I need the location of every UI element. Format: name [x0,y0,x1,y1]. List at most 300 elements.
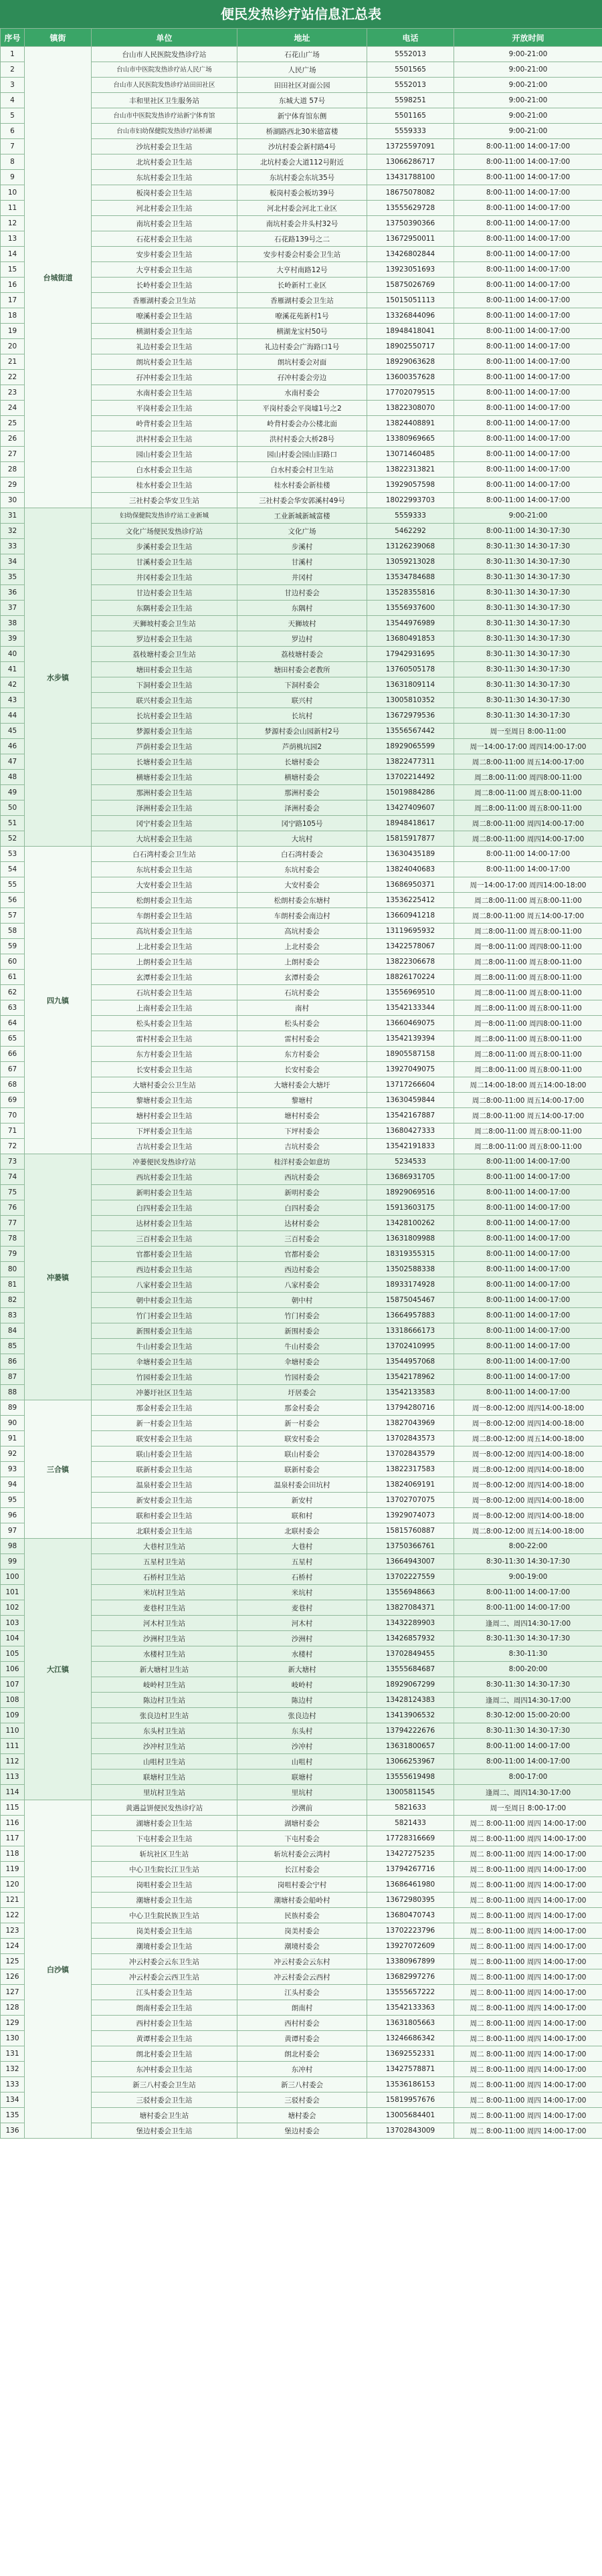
row-index: 36 [1,585,25,601]
row-index: 48 [1,770,25,785]
row-index: 82 [1,1293,25,1308]
row-hours: 8:00-11:00 14:00-17:00 [454,493,602,508]
row-unit: 新围村委会卫生站 [92,1323,237,1339]
row-phone: 18675078082 [367,185,454,201]
row-phone: 13318666173 [367,1323,454,1339]
table-row [1,47,602,62]
row-unit: 白四村委会卫生站 [92,1200,237,1216]
row-unit: 中心卫生院长江卫生站 [92,1862,237,1877]
row-unit: 冲蒌圩社区卫生站 [92,1385,237,1400]
row-unit: 达材村委会卫生站 [92,1216,237,1231]
row-phone: 13528355816 [367,585,454,601]
row-hours: 8:00-11:00 14:00-17:00 [454,1370,602,1385]
row-index: 80 [1,1262,25,1277]
row-index: 111 [1,1739,25,1754]
row-index: 71 [1,1123,25,1139]
row-phone: 13246686342 [367,2031,454,2046]
row-address: 三驳村委会 [237,2092,367,2108]
row-hours: 8:00-11:00 14:00-17:00 [454,293,602,308]
row-phone: 13534784688 [367,570,454,585]
row-address: 张良边村 [237,1708,367,1723]
row-unit: 东方村委会卫生站 [92,1047,237,1062]
row-address: 东隅村 [237,601,367,616]
row-phone: 13822313821 [367,462,454,477]
row-index: 113 [1,1769,25,1785]
row-address: 松朗村委会东塘村 [237,893,367,908]
row-phone: 18826170224 [367,970,454,985]
row-index: 115 [1,1800,25,1816]
row-phone: 15875026769 [367,278,454,293]
row-unit: 陈边村卫生站 [92,1693,237,1708]
row-index: 74 [1,1170,25,1185]
row-hours: 8:00-11:00 14:00-17:00 [454,1154,602,1170]
row-address: 上朗村委会 [237,954,367,970]
row-phone: 13760505178 [367,662,454,677]
row-address: 梦源村委会山园新村2号 [237,724,367,739]
row-index: 69 [1,1093,25,1108]
row-address: 朗坑村委会对面 [237,354,367,370]
row-address: 香雁湖村委会卫生站 [237,293,367,308]
row-unit: 甘溪村委会卫生站 [92,554,237,570]
row-unit: 石坑村委会卫生站 [92,985,237,1000]
row-phone: 13750390366 [367,216,454,231]
row-address: 下屯村委会 [237,1831,367,1846]
row-unit: 塘村委会卫生站 [92,2108,237,2123]
row-phone: 13427409607 [367,800,454,816]
row-phone: 13702227559 [367,1570,454,1585]
row-phone: 13556948663 [367,1585,454,1600]
row-address: 联安村委会 [237,1431,367,1446]
row-unit: 河木村卫生站 [92,1616,237,1631]
row-unit: 新明村委会卫生站 [92,1185,237,1200]
row-address: 塘村村委会 [237,1108,367,1123]
row-index: 57 [1,908,25,924]
row-hours: 8:30-11:30 14:30-17:30 [454,570,602,585]
row-address: 联新村委会 [237,1462,367,1477]
row-hours: 8:00-11:00 14:30-17:30 [454,524,602,539]
row-hours: 周二8:00-12:00 周五14:00-18:00 [454,1523,602,1539]
row-index: 92 [1,1446,25,1462]
row-phone: 13660941218 [367,908,454,924]
row-hours: 周一8:00-12:00 周四14:00-18:00 [454,1400,602,1416]
row-phone: 13428124383 [367,1693,454,1708]
row-index: 124 [1,1939,25,1954]
row-index: 35 [1,570,25,585]
row-phone: 15875045467 [367,1293,454,1308]
row-index: 18 [1,308,25,324]
row-phone: 5234533 [367,1154,454,1170]
town-cell: 冲蒌镇 [25,1154,92,1400]
row-unit: 水楼村卫生站 [92,1646,237,1662]
row-index: 93 [1,1462,25,1477]
row-address: 甘溪村 [237,554,367,570]
header-phone: 电话 [367,29,454,47]
row-phone: 13502588338 [367,1262,454,1277]
row-unit: 礼边村委会卫生站 [92,339,237,354]
row-phone: 18948418041 [367,324,454,339]
row-index: 123 [1,1923,25,1939]
row-index: 22 [1,370,25,385]
row-index: 130 [1,2031,25,2046]
row-hours: 8:30-11:30 14:30-17:30 [454,1677,602,1693]
row-phone: 13686950371 [367,877,454,893]
row-address: 联兴村 [237,693,367,708]
row-index: 31 [1,508,25,524]
row-hours: 周二8:00-11:00 周四8:00-11:00 [454,770,602,785]
row-index: 8 [1,154,25,170]
row-unit: 梦源村委会卫生站 [92,724,237,739]
row-address: 横湖龙宝村50号 [237,324,367,339]
row-phone: 13380967899 [367,1954,454,1969]
row-hours: 周二8:00-11:00 周五14:00-17:00 [454,1093,602,1108]
row-unit: 香雁湖村委会卫生站 [92,293,237,308]
row-address: 天狮坡村 [237,616,367,631]
town-cell: 大江镇 [25,1539,92,1800]
row-index: 94 [1,1477,25,1493]
row-phone: 13422578067 [367,939,454,954]
row-index: 110 [1,1723,25,1739]
row-unit: 联兴村委会卫生站 [92,693,237,708]
row-address: 荔枝塘村委会 [237,647,367,662]
row-index: 127 [1,1985,25,2000]
row-index: 84 [1,1323,25,1339]
row-unit: 大巷村卫生站 [92,1539,237,1554]
row-address: 斩坑村委会云湾村 [237,1846,367,1862]
row-address: 五星村 [237,1554,367,1570]
row-hours: 8:00-11:00 14:00-17:00 [454,262,602,278]
row-unit: 松头村委会卫生站 [92,1016,237,1031]
row-index: 132 [1,2062,25,2077]
row-hours: 周二 8:00-11:00 周四 14:00-17:00 [454,1816,602,1831]
row-unit: 联山村委会卫生站 [92,1446,237,1462]
row-index: 103 [1,1616,25,1631]
row-address: 高坑村委会 [237,924,367,939]
row-unit: 联新村委会卫生站 [92,1462,237,1477]
row-index: 72 [1,1139,25,1154]
row-hours: 8:30-11:30 14:30-17:30 [454,693,602,708]
row-phone: 15913603175 [367,1200,454,1216]
row-hours: 8:30-11:30 14:30-17:30 [454,631,602,647]
row-phone: 13927072609 [367,1939,454,1954]
row-index: 77 [1,1216,25,1231]
row-unit: 松朗村委会卫生站 [92,893,237,908]
row-index: 62 [1,985,25,1000]
row-hours: 周一14:00-17:00 周四14:00-18:00 [454,877,602,893]
row-index: 118 [1,1846,25,1862]
row-phone: 13542178962 [367,1370,454,1385]
row-address: 三百村委会 [237,1231,367,1247]
row-index: 49 [1,785,25,800]
row-index: 23 [1,385,25,401]
row-index: 47 [1,754,25,770]
row-phone: 5559333 [367,508,454,524]
row-index: 25 [1,416,25,431]
row-unit: 潮塘村委会卫生站 [92,1893,237,1908]
row-phone: 13005811545 [367,1785,454,1800]
row-unit: 三驳村委会卫生站 [92,2092,237,2108]
row-address: 黎塘村 [237,1093,367,1108]
row-address: 水楼村 [237,1646,367,1662]
row-hours: 8:00-11:00 14:00-17:00 [454,862,602,877]
row-hours: 8:30-12:00 15:00-20:00 [454,1708,602,1723]
row-index: 96 [1,1508,25,1523]
row-phone: 13126239068 [367,539,454,554]
row-address: 桂洋村委会如意坊 [237,1154,367,1170]
row-phone: 13822306678 [367,954,454,970]
row-hours: 8:30-11:30 14:30-17:30 [454,677,602,693]
row-phone: 13071460485 [367,447,454,462]
row-hours: 周二8:00-11:00 周五8:00-11:00 [454,924,602,939]
row-hours: 8:30-11:30 14:30-17:30 [454,539,602,554]
row-address: 西坑村委会 [237,1170,367,1185]
row-index: 29 [1,477,25,493]
row-phone: 13660469075 [367,1016,454,1031]
row-phone: 13664957883 [367,1308,454,1323]
row-unit: 中心卫生院民族卫生站 [92,1908,237,1923]
row-unit: 朗北村委会卫生站 [92,2046,237,2062]
row-unit: 荔枝塘村委会卫生站 [92,647,237,662]
row-index: 79 [1,1247,25,1262]
row-index: 65 [1,1031,25,1047]
row-address: 潮境村委会 [237,1939,367,1954]
row-phone: 13794267716 [367,1862,454,1877]
row-address: 长岭新村工业区 [237,278,367,293]
row-phone: 13426857932 [367,1631,454,1646]
row-address: 堡边村委会 [237,2123,367,2139]
row-address: 八家村委会 [237,1277,367,1293]
row-unit: 西边村委会卫生站 [92,1262,237,1277]
row-unit: 台山市中医院发热诊疗站新宁体育馆 [92,108,237,124]
row-hours: 8:00-11:00 14:00-17:00 [454,1600,602,1616]
row-address: 南村 [237,1000,367,1016]
row-hours: 周一14:00-17:00 周四14:00-17:00 [454,739,602,754]
row-hours: 8:00-11:00 14:00-17:00 [454,354,602,370]
row-address: 岭背村委会办公楼北面 [237,416,367,431]
row-hours: 8:00-22:00 [454,1539,602,1554]
row-address: 文化广场 [237,524,367,539]
row-hours: 周二 8:00-11:00 周四 14:00-17:00 [454,2016,602,2031]
row-hours: 8:00-11:00 14:00-17:00 [454,1277,602,1293]
row-index: 129 [1,2016,25,2031]
row-index: 116 [1,1816,25,1831]
row-unit: 园山村委会卫生站 [92,447,237,462]
row-index: 67 [1,1062,25,1077]
row-index: 105 [1,1646,25,1662]
row-address: 伞塘村委会 [237,1354,367,1370]
row-hours: 周二 8:00-11:00 周四 14:00-17:00 [454,2077,602,2092]
row-address: 山咀村 [237,1754,367,1769]
row-unit: 里坑村卫生站 [92,1785,237,1800]
row-unit: 平岗村委会卫生站 [92,401,237,416]
row-index: 90 [1,1416,25,1431]
row-unit: 温泉村委会卫生站 [92,1477,237,1493]
row-hours: 周二8:00-11:00 周五8:00-11:00 [454,1139,602,1154]
row-unit: 下洞村委会卫生站 [92,677,237,693]
row-phone: 13555684687 [367,1662,454,1677]
row-unit: 米坑村卫生站 [92,1585,237,1600]
row-unit: 联和村委会卫生站 [92,1508,237,1523]
row-phone: 13413906532 [367,1708,454,1723]
row-hours: 周二 8:00-11:00 周四 14:00-17:00 [454,2108,602,2123]
row-phone: 13702843573 [367,1431,454,1446]
row-unit: 官都村委会卫生站 [92,1247,237,1262]
table-row [1,1400,602,1416]
row-address: 北坑村委会大道112号附近 [237,154,367,170]
row-address: 礼边村委会广海路口1号 [237,339,367,354]
row-unit: 江头村委会卫生站 [92,1985,237,2000]
row-address: 联山村委会 [237,1446,367,1462]
row-hours: 周二8:00-12:00 周五14:00-18:00 [454,1431,602,1446]
row-phone: 17942931695 [367,647,454,662]
row-hours: 周二8:00-11:00 周五8:00-11:00 [454,800,602,816]
row-unit: 东坑村委会卫生站 [92,862,237,877]
row-hours: 周二 8:00-11:00 周四 14:00-17:00 [454,1939,602,1954]
row-index: 100 [1,1570,25,1585]
row-phone: 5821633 [367,1800,454,1816]
row-address: 长塘村委会 [237,754,367,770]
row-index: 102 [1,1600,25,1616]
row-address: 塘田村委会老教所 [237,662,367,677]
row-unit: 新安村委会卫生站 [92,1493,237,1508]
row-index: 126 [1,1969,25,1985]
row-hours: 9:00-21:00 [454,62,602,78]
row-hours: 8:00-11:00 14:00-17:00 [454,247,602,262]
row-unit: 竹门村委会卫生站 [92,1308,237,1323]
row-hours: 8:30-11:30 14:30-17:30 [454,601,602,616]
row-address: 民族村委会 [237,1908,367,1923]
row-hours: 8:00-11:00 14:00-17:00 [454,1308,602,1323]
row-index: 21 [1,354,25,370]
row-hours: 9:00-21:00 [454,108,602,124]
row-hours: 逢周二、周四14:30-17:00 [454,1616,602,1631]
header-town: 镇街 [25,29,92,47]
row-phone: 17702079515 [367,385,454,401]
row-hours: 8:00-11:00 14:00-17:00 [454,447,602,462]
row-index: 64 [1,1016,25,1031]
row-hours: 8:00-11:00 14:00-17:00 [454,278,602,293]
row-hours: 8:00-11:00 14:00-17:00 [454,1247,602,1262]
row-phone: 13380969665 [367,431,454,447]
row-hours: 周二 8:00-11:00 周四 14:00-17:00 [454,1862,602,1877]
row-phone: 13542133583 [367,1385,454,1400]
row-index: 81 [1,1277,25,1293]
row-unit: 上朗村委会卫生站 [92,954,237,970]
row-index: 99 [1,1554,25,1570]
row-index: 27 [1,447,25,462]
row-index: 109 [1,1708,25,1723]
row-phone: 13431788100 [367,170,454,185]
row-phone: 5462292 [367,524,454,539]
row-phone: 13824408891 [367,416,454,431]
row-hours: 周二8:00-11:00 周五8:00-11:00 [454,985,602,1000]
row-hours: 8:00-11:00 14:00-17:00 [454,462,602,477]
row-address: 新一村委会 [237,1416,367,1431]
row-index: 63 [1,1000,25,1016]
row-unit: 西村村委会卫生站 [92,2016,237,2031]
row-unit: 白水村委会卫生站 [92,462,237,477]
row-index: 7 [1,139,25,154]
row-hours: 周二 8:00-11:00 周四 14:00-17:00 [454,1969,602,1985]
row-address: 沙溯前 [237,1800,367,1816]
row-index: 41 [1,662,25,677]
row-unit: 台山市妇幼保健院发热诊疗站桥湖 [92,124,237,139]
row-index: 86 [1,1354,25,1370]
row-phone: 13542133363 [367,2000,454,2016]
row-phone: 5501165 [367,108,454,124]
row-unit: 大坑村委会卫生站 [92,831,237,847]
row-unit: 麦巷村卫生站 [92,1600,237,1616]
row-hours: 9:00-19:00 [454,1570,602,1585]
row-hours: 周二8:00-11:00 周五8:00-11:00 [454,1031,602,1047]
row-address: 联塘村 [237,1769,367,1785]
row-phone: 13686931705 [367,1170,454,1185]
row-address: 联和村 [237,1508,367,1523]
row-phone: 13542139394 [367,1031,454,1047]
row-address: 雷村村委会 [237,1031,367,1047]
row-index: 55 [1,877,25,893]
row-phone: 13427275235 [367,1846,454,1862]
row-unit: 西坑村委会卫生站 [92,1170,237,1185]
row-hours: 周二8:00-11:00 周五8:00-11:00 [454,1062,602,1077]
row-index: 45 [1,724,25,739]
row-phone: 13664943007 [367,1554,454,1570]
row-hours: 8:00-11:00 14:00-17:00 [454,1231,602,1247]
row-index: 50 [1,800,25,816]
row-unit: 朗南村委会卫生站 [92,2000,237,2016]
row-index: 112 [1,1754,25,1769]
row-unit: 水南村委会卫生站 [92,385,237,401]
row-hours: 8:00-11:00 14:00-17:00 [454,1185,602,1200]
row-unit: 吉坑村委会卫生站 [92,1139,237,1154]
row-hours: 周二8:00-11:00 周四14:00-17:00 [454,831,602,847]
row-phone: 13680470743 [367,1908,454,1923]
table-row [1,1539,602,1554]
row-phone: 13923051693 [367,262,454,278]
row-address: 东坑村委会东坑35号 [237,170,367,185]
row-hours: 周一8:00-11:00 周四8:00-11:00 [454,939,602,954]
row-hours: 8:00-11:00 14:00-17:00 [454,1323,602,1339]
row-phone: 13542167887 [367,1108,454,1123]
row-unit: 车朗村委会卫生站 [92,908,237,924]
row-index: 98 [1,1539,25,1554]
row-unit: 长塘村委会卫生站 [92,754,237,770]
header-index: 序号 [1,29,25,47]
row-phone: 18929067299 [367,1677,454,1693]
row-phone: 13827043969 [367,1416,454,1431]
row-address: 岗美村委会 [237,1923,367,1939]
row-hours: 8:00-11:00 14:00-17:00 [454,324,602,339]
row-hours: 逢周二、周四14:30-17:00 [454,1785,602,1800]
row-index: 9 [1,170,25,185]
row-hours: 8:00-11:00 14:00-17:00 [454,1200,602,1216]
row-unit: 泽洲村委会卫生站 [92,800,237,816]
row-hours: 8:00-11:00 14:00-17:00 [454,1216,602,1231]
row-unit: 潮境村委会卫生站 [92,1939,237,1954]
row-address: 大巷村 [237,1539,367,1554]
row-unit: 岗咀村委会卫生站 [92,1877,237,1893]
row-unit: 东冲村委会卫生站 [92,2062,237,2077]
row-hours: 8:30-11:30 14:30-17:30 [454,1554,602,1570]
row-index: 42 [1,677,25,693]
row-hours: 8:30-11:30 14:30-17:30 [454,662,602,677]
row-phone: 13822477311 [367,754,454,770]
header-unit: 单位 [92,29,237,47]
row-phone: 17728316669 [367,1831,454,1846]
row-index: 26 [1,431,25,447]
row-phone: 13066253967 [367,1754,454,1769]
row-address: 甘边村委会 [237,585,367,601]
row-hours: 8:00-11:00 14:00-17:00 [454,1739,602,1754]
